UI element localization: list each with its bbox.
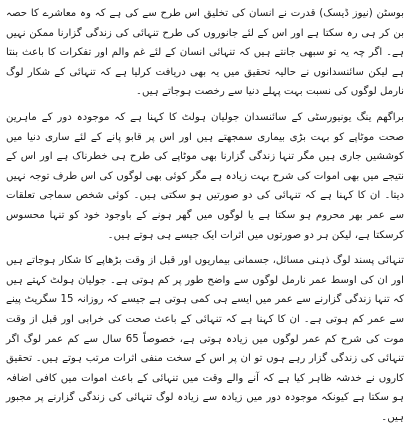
article-paragraph-1: بوسٹن (نیوز ڈیسک) قدرت نے انسان کی تخلیق اس طرح سے کی ہے کہ وہ معاشرے کا حصہ بن کر ہی رہ سکتا ہے اور اس کے لئے جانوروں کی طرح تنہائی کی زندگی گزارنا ممکن نہیں ہے۔ اگر چہ یہ تو سبھی جانتے ہیں کہ تنہائی انسان کے لئے غم والم اور تفکرات کا باعث بنتا ہے لیکن سائنسدانوں نے حالیہ تحقیق میں یہ بھی دریافت کرلیا ہے کہ تنہائی کے شکار لوگ نارمل لوگوں کی نسبت بہت پہلے دنیا سے رخصت ہوجاتے ہیں۔ bbox=[6, 8, 404, 98]
article-paragraph-2: براگھم ینگ یونیورسٹی کے سائنسدان جولیان ہولٹ کا کہنا ہے کہ موجودہ دور کے ماہرین صحت موٹاپے کو بہت بڑی بیماری سمجھتے ہیں اور اس پر قابو پانے کے لئے ساری دنیا میں کوششیں جاری ہیں مگر تنہا زندگی گزارنا بھی موٹاپے کی طرح ہی خطرناک ہے اور اس کے نتیجے میں بھی اموات کی شرح بہت زیادہ ہے مگر کوئی بھی لوگوں کی اس طرف توجہ نہیں دیتا۔ ان کا کہنا ہے کہ تنہائی کی دو صورتیں ہو سکتی ہیں۔ کوئی شخص سماجی تعلقات سے عمر بھر محروم ہو سکتا ہے یا لوگوں میں گھر ہونے کے باوجود خود کو تنہا محسوس کرسکتا ہے، لیکن ہر دو صورتوں میں اثرات ایک جیسے ہی ہوتے ہیں۔ bbox=[6, 111, 404, 241]
article-paragraph-3: تنہائی پسند لوگ ذہنی مسائل، جسمانی بیماریوں اور قبل از وقت بڑھاپے کا شکار ہوجاتے ہیں اور ان کی اوسط عمر نارمل لوگوں سے واضح طور پر کم ہوتی ہے۔ جولیان ہولٹ کہتے ہیں کہ تنہا زندگی گزارنے سے عمر میں ایسے ہی کمی ہوتی ہے جیسے کہ روزانہ 15 سگریٹ پینے سے عمر کم ہوتی ہے۔ ان کا کہنا ہے کہ تنہائی کے باعث صحت کی خرابی اور قبل از وقت موت کی شرح کم عمر لوگوں میں زیادہ ہوتی ہے، خصوصاً 65 سال سے کم عمر لوگ اگر تنہائی کی زندگی گزار رہے ہوں تو ان پر اس کے سخت منفی اثرات مرتب ہوتے ہیں۔ تحقیق کاروں نے خدشہ ظاہر کیا ہے کہ آنے والے وقت میں تنہائی کے باعث اموات میں کافی اضافہ ہو سکتا ہے کیونکہ موجودہ دور میں زیادہ سے زیادہ لوگ تنہائی کی زندگی گزارنے پر مجبور ہیں۔ bbox=[6, 255, 405, 423]
